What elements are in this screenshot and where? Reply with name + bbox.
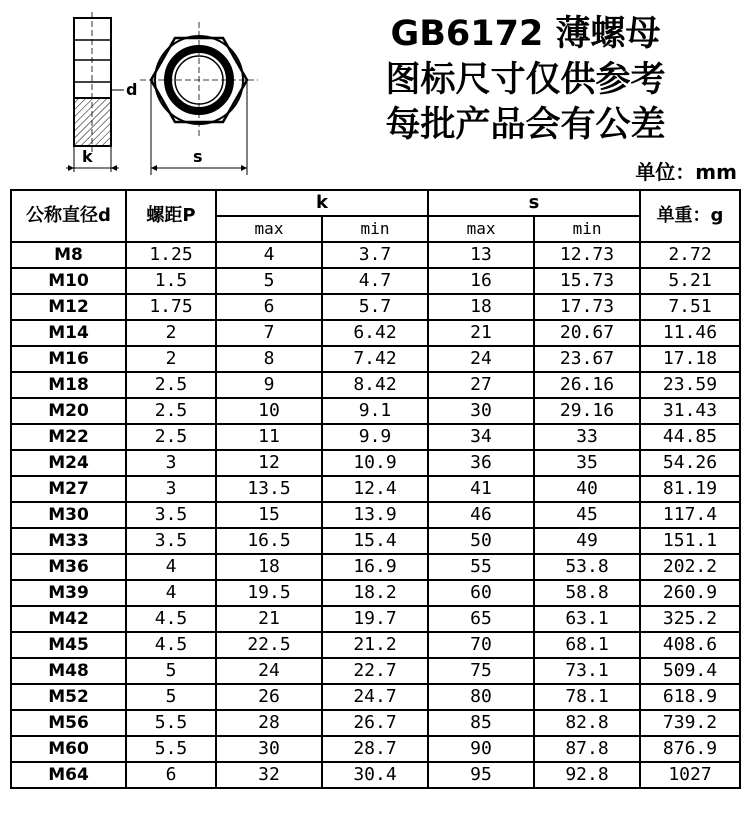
cell-k-max: 19.5	[216, 580, 322, 606]
table-row	[11, 658, 740, 684]
header-k-max: max	[216, 216, 322, 242]
cell-k-min: 18.2	[322, 580, 428, 606]
cell-weight: 2.72	[640, 242, 740, 268]
cell-s-max: 80	[428, 684, 534, 710]
cell-k-max: 16.5	[216, 528, 322, 554]
cell-k-max: 22.5	[216, 632, 322, 658]
cell-s-max: 75	[428, 658, 534, 684]
cell-k-max: 24	[216, 658, 322, 684]
cell-pitch: 5	[126, 658, 216, 684]
cell-k-min: 19.7	[322, 606, 428, 632]
header-pitch: 螺距P	[126, 190, 216, 242]
cell-s-max: 41	[428, 476, 534, 502]
cell-diameter: M30	[11, 502, 126, 528]
spec-table-body	[11, 242, 740, 788]
table-row	[11, 580, 740, 606]
cell-k-max: 9	[216, 372, 322, 398]
table-row	[11, 762, 740, 788]
cell-s-min: 35	[534, 450, 640, 476]
cell-s-max: 90	[428, 736, 534, 762]
cell-s-max: 55	[428, 554, 534, 580]
cell-pitch: 2.5	[126, 398, 216, 424]
cell-s-max: 95	[428, 762, 534, 788]
cell-diameter: M48	[11, 658, 126, 684]
cell-diameter: M52	[11, 684, 126, 710]
cell-diameter: M27	[11, 476, 126, 502]
cell-diameter: M14	[11, 320, 126, 346]
cell-k-min: 16.9	[322, 554, 428, 580]
cell-s-min: 58.8	[534, 580, 640, 606]
cell-weight: 31.43	[640, 398, 740, 424]
cell-k-min: 5.7	[322, 294, 428, 320]
cell-s-min: 17.73	[534, 294, 640, 320]
cell-diameter: M45	[11, 632, 126, 658]
cell-k-max: 11	[216, 424, 322, 450]
cell-pitch: 6	[126, 762, 216, 788]
cell-pitch: 5.5	[126, 710, 216, 736]
cell-weight: 876.9	[640, 736, 740, 762]
cell-k-min: 30.4	[322, 762, 428, 788]
cell-k-max: 12	[216, 450, 322, 476]
nut-side-view	[66, 12, 124, 172]
cell-weight: 202.2	[640, 554, 740, 580]
cell-diameter: M10	[11, 268, 126, 294]
cell-k-max: 10	[216, 398, 322, 424]
table-row	[11, 736, 740, 762]
cell-pitch: 2	[126, 320, 216, 346]
cell-pitch: 1.75	[126, 294, 216, 320]
title-line-1: GB6172 薄螺母	[390, 14, 661, 54]
cell-weight: 54.26	[640, 450, 740, 476]
cell-k-min: 3.7	[322, 242, 428, 268]
table-row	[11, 502, 740, 528]
cell-weight: 739.2	[640, 710, 740, 736]
cell-diameter: M16	[11, 346, 126, 372]
cell-s-max: 46	[428, 502, 534, 528]
cell-s-min: 73.1	[534, 658, 640, 684]
cell-k-min: 6.42	[322, 320, 428, 346]
cell-k-min: 15.4	[322, 528, 428, 554]
cell-weight: 260.9	[640, 580, 740, 606]
cell-pitch: 5.5	[126, 736, 216, 762]
cell-diameter: M22	[11, 424, 126, 450]
cell-s-max: 16	[428, 268, 534, 294]
table-row	[11, 294, 740, 320]
cell-pitch: 1.5	[126, 268, 216, 294]
cell-k-min: 9.1	[322, 398, 428, 424]
table-row	[11, 242, 740, 268]
table-row	[11, 398, 740, 424]
cell-s-min: 87.8	[534, 736, 640, 762]
cell-k-max: 21	[216, 606, 322, 632]
cell-s-min: 78.1	[534, 684, 640, 710]
table-row	[11, 606, 740, 632]
cell-s-max: 70	[428, 632, 534, 658]
cell-diameter: M36	[11, 554, 126, 580]
cell-s-min: 92.8	[534, 762, 640, 788]
cell-weight: 17.18	[640, 346, 740, 372]
cell-diameter: M8	[11, 242, 126, 268]
cell-s-min: 15.73	[534, 268, 640, 294]
cell-k-max: 30	[216, 736, 322, 762]
cell-s-max: 27	[428, 372, 534, 398]
cell-s-max: 85	[428, 710, 534, 736]
cell-k-max: 7	[216, 320, 322, 346]
cell-s-min: 20.67	[534, 320, 640, 346]
cell-k-min: 13.9	[322, 502, 428, 528]
label-d: d	[126, 80, 138, 99]
label-k: k	[82, 147, 93, 166]
cell-k-min: 10.9	[322, 450, 428, 476]
cell-k-min: 26.7	[322, 710, 428, 736]
cell-k-min: 21.2	[322, 632, 428, 658]
table-row	[11, 632, 740, 658]
cell-s-max: 13	[428, 242, 534, 268]
cell-s-min: 23.67	[534, 346, 640, 372]
title-line-2: 图标尺寸仅供参考	[385, 60, 666, 100]
cell-k-min: 8.42	[322, 372, 428, 398]
title-line-3: 每批产品会有公差	[385, 105, 666, 145]
label-s: s	[193, 147, 203, 166]
header-s: s	[428, 190, 640, 216]
cell-k-max: 32	[216, 762, 322, 788]
cell-k-max: 18	[216, 554, 322, 580]
cell-s-max: 18	[428, 294, 534, 320]
cell-pitch: 2.5	[126, 372, 216, 398]
spec-table	[10, 189, 741, 789]
cell-pitch: 2.5	[126, 424, 216, 450]
table-row	[11, 372, 740, 398]
cell-s-max: 36	[428, 450, 534, 476]
cell-weight: 408.6	[640, 632, 740, 658]
cell-s-max: 21	[428, 320, 534, 346]
cell-k-max: 13.5	[216, 476, 322, 502]
cell-k-min: 7.42	[322, 346, 428, 372]
cell-pitch: 3.5	[126, 502, 216, 528]
cell-pitch: 2	[126, 346, 216, 372]
cell-s-max: 30	[428, 398, 534, 424]
header-s-max: max	[428, 216, 534, 242]
cell-k-min: 28.7	[322, 736, 428, 762]
cell-pitch: 4.5	[126, 632, 216, 658]
cell-diameter: M56	[11, 710, 126, 736]
header-k: k	[216, 190, 428, 216]
cell-weight: 11.46	[640, 320, 740, 346]
cell-weight: 23.59	[640, 372, 740, 398]
cell-diameter: M24	[11, 450, 126, 476]
cell-diameter: M64	[11, 762, 126, 788]
cell-pitch: 1.25	[126, 242, 216, 268]
cell-k-min: 24.7	[322, 684, 428, 710]
cell-pitch: 3.5	[126, 528, 216, 554]
cell-pitch: 4	[126, 580, 216, 606]
cell-diameter: M18	[11, 372, 126, 398]
cell-s-max: 50	[428, 528, 534, 554]
table-row	[11, 554, 740, 580]
cell-k-min: 4.7	[322, 268, 428, 294]
cell-weight: 618.9	[640, 684, 740, 710]
cell-diameter: M60	[11, 736, 126, 762]
cell-s-min: 63.1	[534, 606, 640, 632]
header-k-min: min	[322, 216, 428, 242]
cell-weight: 5.21	[640, 268, 740, 294]
cell-s-max: 65	[428, 606, 534, 632]
cell-k-max: 5	[216, 268, 322, 294]
cell-s-min: 40	[534, 476, 640, 502]
cell-weight: 117.4	[640, 502, 740, 528]
cell-pitch: 4.5	[126, 606, 216, 632]
cell-k-max: 8	[216, 346, 322, 372]
cell-diameter: M20	[11, 398, 126, 424]
cell-pitch: 3	[126, 476, 216, 502]
cell-s-min: 49	[534, 528, 640, 554]
cell-k-max: 6	[216, 294, 322, 320]
cell-diameter: M33	[11, 528, 126, 554]
cell-k-min: 22.7	[322, 658, 428, 684]
cell-s-min: 29.16	[534, 398, 640, 424]
cell-weight: 7.51	[640, 294, 740, 320]
cell-s-min: 26.16	[534, 372, 640, 398]
table-row	[11, 684, 740, 710]
cell-s-max: 60	[428, 580, 534, 606]
header-diameter: 公称直径d	[11, 190, 126, 242]
cell-s-min: 45	[534, 502, 640, 528]
cell-weight: 44.85	[640, 424, 740, 450]
table-row	[11, 476, 740, 502]
table-row	[11, 346, 740, 372]
cell-diameter: M42	[11, 606, 126, 632]
cell-weight: 1027	[640, 762, 740, 788]
table-row	[11, 710, 740, 736]
cell-pitch: 3	[126, 450, 216, 476]
header-weight: 单重：g	[640, 190, 740, 242]
cell-k-max: 15	[216, 502, 322, 528]
unit-label: 单位：mm	[635, 160, 737, 184]
nut-diagram	[0, 0, 300, 185]
header-s-min: min	[534, 216, 640, 242]
cell-s-max: 34	[428, 424, 534, 450]
cell-s-min: 68.1	[534, 632, 640, 658]
table-row	[11, 320, 740, 346]
cell-s-max: 24	[428, 346, 534, 372]
cell-pitch: 4	[126, 554, 216, 580]
cell-pitch: 5	[126, 684, 216, 710]
table-row	[11, 268, 740, 294]
cell-weight: 509.4	[640, 658, 740, 684]
cell-k-max: 4	[216, 242, 322, 268]
cell-weight: 81.19	[640, 476, 740, 502]
cell-weight: 151.1	[640, 528, 740, 554]
cell-k-max: 26	[216, 684, 322, 710]
cell-s-min: 82.8	[534, 710, 640, 736]
cell-k-min: 12.4	[322, 476, 428, 502]
table-row	[11, 528, 740, 554]
table-row	[11, 424, 740, 450]
cell-weight: 325.2	[640, 606, 740, 632]
cell-diameter: M12	[11, 294, 126, 320]
cell-s-min: 53.8	[534, 554, 640, 580]
cell-k-min: 9.9	[322, 424, 428, 450]
cell-s-min: 12.73	[534, 242, 640, 268]
table-row	[11, 450, 740, 476]
cell-k-max: 28	[216, 710, 322, 736]
cell-diameter: M39	[11, 580, 126, 606]
cell-s-min: 33	[534, 424, 640, 450]
